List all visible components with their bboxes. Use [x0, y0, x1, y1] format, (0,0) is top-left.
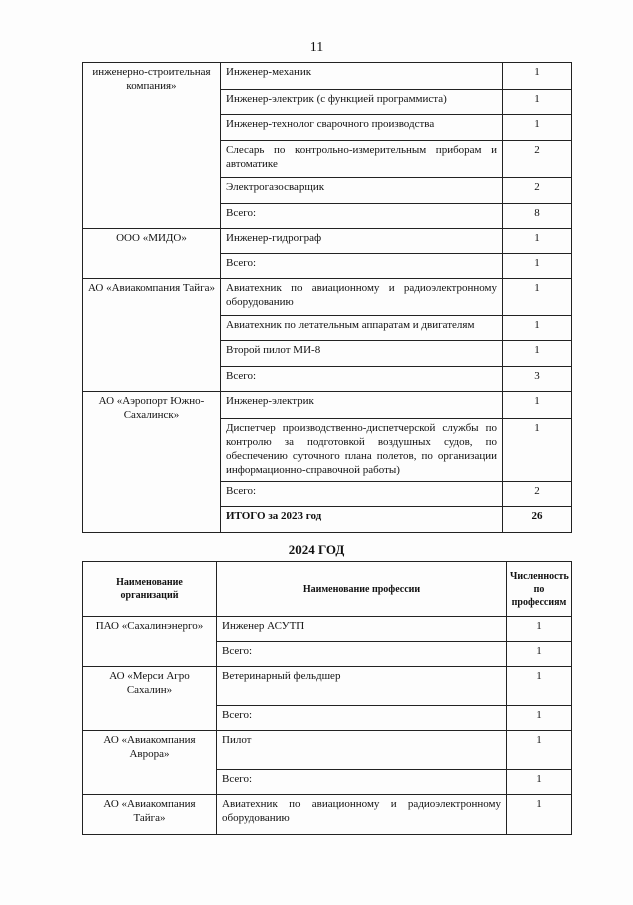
profession-cell: ИТОГО за 2023 год [221, 507, 503, 533]
table-row [83, 63, 572, 90]
count-cell: 1 [507, 706, 572, 731]
profession-cell: Инженер-механик [221, 63, 503, 90]
profession-cell: Слесарь по контрольно-измерительным приборам и автоматике [221, 141, 503, 178]
profession-cell: Всего: [217, 770, 507, 795]
organization-cell: АО «Мерси Агро Сахалин» [83, 667, 217, 731]
table-row [83, 795, 572, 835]
organization-cell: АО «Авиакомпания Аврора» [83, 731, 217, 795]
profession-cell: Инженер-гидрограф [221, 229, 503, 254]
count-cell: 1 [507, 667, 572, 706]
header-count: Численность по профессиям [507, 562, 572, 617]
table-row [83, 279, 572, 316]
table-header-row [83, 562, 572, 617]
organization-cell: АО «Авиакомпания Тайга» [83, 279, 221, 392]
profession-cell: Всего: [221, 482, 503, 507]
profession-cell: Инженер-электрик (с функцией программиста) [221, 90, 503, 115]
count-cell: 2 [503, 141, 572, 178]
table-row [83, 731, 572, 770]
count-cell: 1 [503, 341, 572, 367]
profession-cell: Инженер АСУТП [217, 617, 507, 642]
count-cell: 1 [503, 115, 572, 141]
profession-cell: Инженер-технолог сварочного производства [221, 115, 503, 141]
table-row [83, 617, 572, 642]
organization-cell: ПАО «Сахалинэнерго» [83, 617, 217, 667]
count-cell: 1 [507, 617, 572, 642]
profession-cell: Всего: [217, 642, 507, 667]
profession-cell: Всего: [221, 254, 503, 279]
profession-cell: Всего: [217, 706, 507, 731]
count-cell: 26 [503, 507, 572, 533]
count-cell: 1 [503, 229, 572, 254]
count-cell: 1 [503, 279, 572, 316]
profession-cell: Авиатехник по авиационному и радиоэлектронному оборудованию [221, 279, 503, 316]
count-cell: 1 [503, 90, 572, 115]
organization-cell: АО «Аэропорт Южно-Сахалинск» [83, 392, 221, 533]
count-cell: 1 [503, 316, 572, 341]
profession-cell: Пилот [217, 731, 507, 770]
count-cell: 1 [507, 770, 572, 795]
count-cell: 1 [507, 642, 572, 667]
profession-cell: Ветеринарный фельдшер [217, 667, 507, 706]
count-cell: 1 [503, 63, 572, 90]
profession-cell: Всего: [221, 367, 503, 392]
profession-cell: Диспетчер производственно-диспетчерской службы по контролю за подготовкой воздушных судов, по обеспечению суточного плана полетов, по организации информационно-справочной работы) [221, 419, 503, 482]
table-row [83, 667, 572, 706]
header-organization: Наименование организаций [83, 562, 217, 617]
count-cell: 3 [503, 367, 572, 392]
count-cell: 2 [503, 482, 572, 507]
count-cell: 1 [503, 419, 572, 482]
profession-cell: Авиатехник по летательным аппаратам и двигателям [221, 316, 503, 341]
count-cell: 1 [503, 254, 572, 279]
organization-cell: АО «Авиакомпания Тайга» [83, 795, 217, 835]
table-row [83, 392, 572, 419]
organization-cell: ООО «МИДО» [83, 229, 221, 279]
count-cell: 1 [507, 795, 572, 835]
count-cell: 2 [503, 178, 572, 204]
header-profession: Наименование профессии [217, 562, 507, 617]
count-cell: 1 [503, 392, 572, 419]
section-title: 2024 ГОД [288, 542, 345, 557]
profession-cell: Электрогазосварщик [221, 178, 503, 204]
profession-cell: Второй пилот МИ-8 [221, 341, 503, 367]
profession-cell: Инженер-электрик [221, 392, 503, 419]
count-cell: 1 [507, 731, 572, 770]
table-row [83, 229, 572, 254]
count-cell: 8 [503, 204, 572, 229]
profession-cell: Авиатехник по авиационному и радиоэлектронному оборудованию [217, 795, 507, 835]
table-2024 [82, 561, 572, 835]
page-number: 11 [309, 40, 324, 55]
table-2023 [82, 62, 572, 533]
organization-cell: инженерно-строительная компания» [83, 63, 221, 229]
profession-cell: Всего: [221, 204, 503, 229]
